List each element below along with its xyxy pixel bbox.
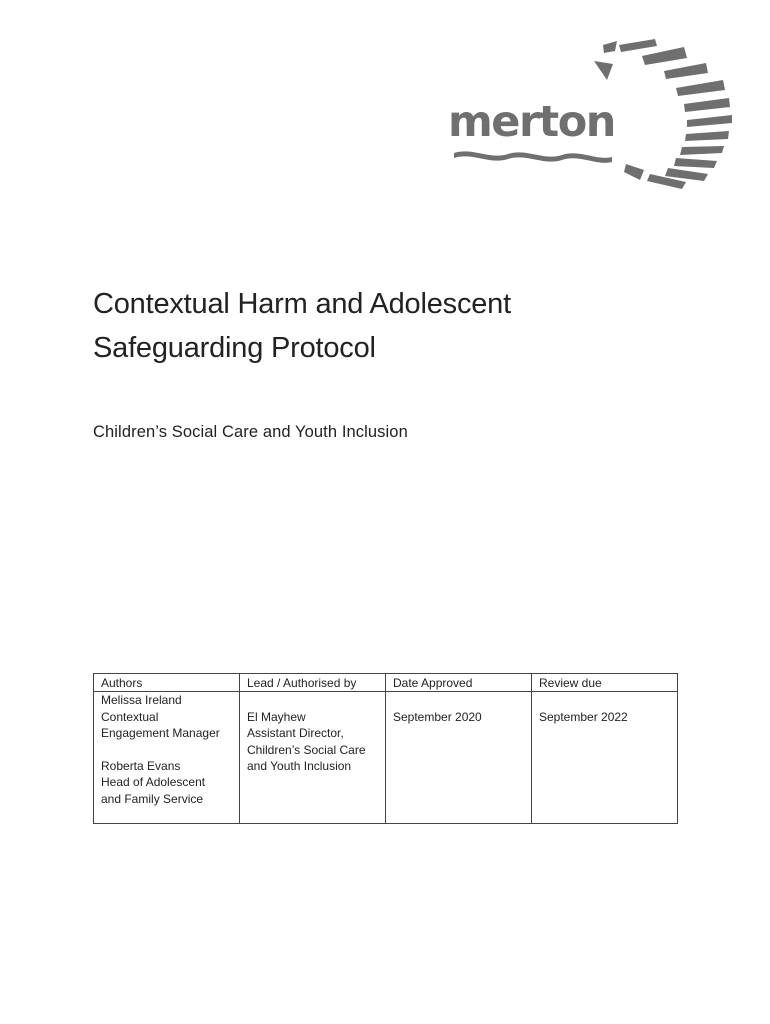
lead-name: El Mayhew <box>247 709 306 724</box>
spacer <box>101 742 232 758</box>
lead-cell <box>240 692 386 824</box>
date-approved-value: September 2020 <box>393 709 482 724</box>
merton-logo-icon <box>446 34 736 194</box>
author-2-role-line-1: Head of Adolescent <box>101 775 206 790</box>
document-info-table <box>93 673 678 824</box>
document-title-line-2: Safeguarding Protocol <box>93 332 376 364</box>
review-due-cell <box>532 692 678 824</box>
document-subtitle: Children’s Social Care and Youth Inclusion <box>93 423 408 441</box>
document-title <box>93 282 693 370</box>
document-title-line-1: Contextual Harm and Adolescent <box>93 288 511 320</box>
table-row <box>94 692 678 824</box>
header-date-approved: Date Approved <box>386 674 532 692</box>
spacer <box>393 692 524 708</box>
lead-role-line-1: Assistant Director, <box>247 726 344 741</box>
lead-role-line-3: and Youth Inclusion <box>247 759 352 774</box>
header-authors: Authors <box>94 674 240 692</box>
authors-cell <box>94 692 240 824</box>
logo-wave <box>454 151 612 162</box>
review-due-value: September 2022 <box>539 709 628 724</box>
header-lead: Lead / Authorised by <box>240 674 386 692</box>
header-review-due: Review due <box>532 674 678 692</box>
author-1-role-line-2: Engagement Manager <box>101 726 220 741</box>
author-2-role-line-2: and Family Service <box>101 791 204 806</box>
logo-wordmark: merton <box>448 97 615 147</box>
merton-logo <box>446 34 736 194</box>
date-approved-cell <box>386 692 532 824</box>
author-1-name: Melissa Ireland <box>101 693 182 708</box>
lead-role-line-2: Children’s Social Care <box>247 742 366 757</box>
spacer <box>539 692 670 708</box>
spacer <box>247 692 378 708</box>
author-2-name: Roberta Evans <box>101 759 181 774</box>
table-header-row <box>94 674 678 692</box>
author-1-role-line-1: Contextual <box>101 709 159 724</box>
